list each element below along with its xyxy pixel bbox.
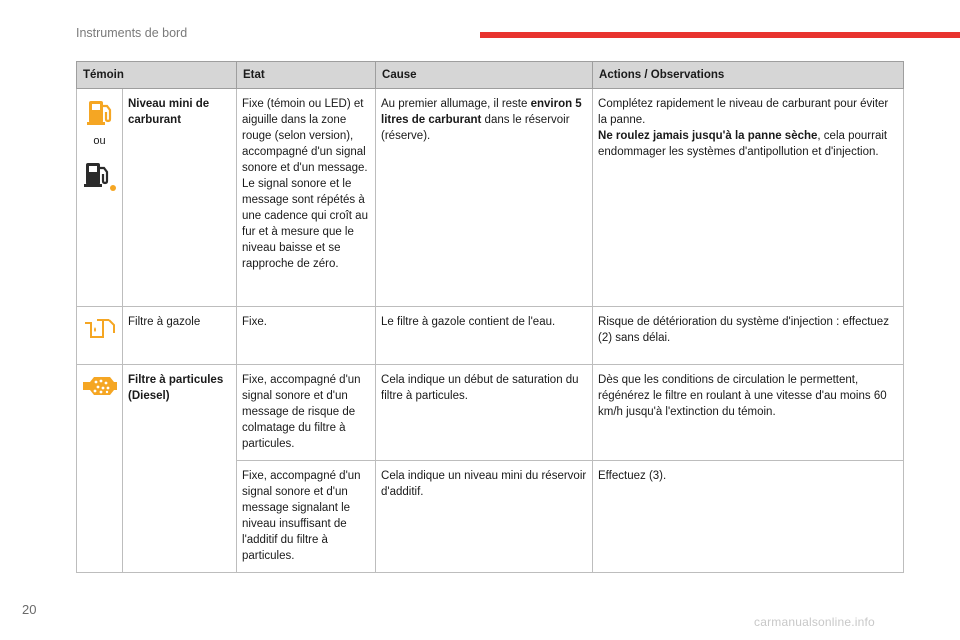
particle-filter-name: Filtre à particules (Diesel)	[128, 374, 224, 402]
fuel-cause-cell	[376, 89, 593, 307]
warning-lights-table	[76, 61, 904, 573]
column-header-cause: Cause	[376, 62, 593, 89]
fuel-action-1: Complétez rapidement le niveau de carburant pour éviter la panne.	[598, 98, 889, 126]
fuel-cause-pre: Au premier allumage, il reste	[381, 98, 531, 110]
particle-filter-state-1: Fixe, accompagné d'un signal sonore et d'un message de risque de colmatage du filtre à particules.	[237, 365, 376, 461]
fuel-icon-cell	[77, 89, 123, 307]
column-header-etat: Etat	[237, 62, 376, 89]
particle-filter-cause-2: Cela indique un niveau mini du réservoir d'additif.	[376, 461, 593, 573]
particle-filter-cause-1: Cela indique un début de saturation du filtre à particules.	[376, 365, 593, 461]
watermark: carmanualsonline.info	[754, 615, 875, 629]
fuel-cause-post: dans le réservoir (réserve).	[381, 114, 570, 142]
diesel-filter-action-cell: Risque de détérioration du système d'injection : effectuez (2) sans délai.	[593, 307, 904, 365]
diesel-filter-water-icon	[79, 315, 120, 341]
fuel-warning-name: Niveau mini de carburant	[128, 98, 210, 126]
diesel-filter-name-cell: Filtre à gazole	[123, 307, 237, 365]
diesel-filter-cause-cell: Le filtre à gazole contient de l'eau.	[376, 307, 593, 365]
fuel-action-2: , cela pourrait endommager les systèmes d'antipollution et d'injection.	[598, 130, 888, 158]
fuel-pump-icon	[79, 97, 120, 127]
particle-filter-state-2: Fixe, accompagné d'un signal sonore et d'un message signalant le niveau insuffisant de l'additif du filtre à particules.	[237, 461, 376, 573]
column-header-temoin: Témoin	[77, 62, 237, 89]
header-accent-bar	[480, 32, 960, 38]
fuel-state-cell: Fixe (témoin ou LED) et aiguille dans la zone rouge (selon version), accompagné d'un signal sonore et d'un message. Le signal sonore et le message sont répétés à une cadence qui croît au fur et à mesure que le niveau baisse et se rapproche de zéro.	[237, 89, 376, 307]
column-header-actions: Actions / Observations	[593, 62, 904, 89]
table-row-particle-filter-1	[77, 365, 904, 461]
fuel-action-cell	[593, 89, 904, 307]
table-row-fuel	[77, 89, 904, 307]
running-header: Instruments de bord	[76, 26, 188, 40]
fuel-pump-low-icon	[79, 159, 120, 193]
fuel-name-cell	[123, 89, 237, 307]
table-row-diesel-filter	[77, 307, 904, 365]
diesel-filter-state-cell: Fixe.	[237, 307, 376, 365]
table-header-row	[77, 62, 904, 89]
particle-filter-icon	[79, 373, 120, 399]
particle-filter-name-cell	[123, 365, 237, 573]
page-number: 20	[22, 602, 37, 617]
or-text: ou	[93, 135, 106, 147]
fuel-cause-bold: environ 5 litres de carburant	[381, 98, 582, 126]
particle-filter-action-2: Effectuez (3).	[593, 461, 904, 573]
particle-filter-action-1: Dès que les conditions de circulation le permettent, régénérez le filtre en roulant à une vitesse d'au moins 60 km/h jusqu'à l'extinction du témoin.	[593, 365, 904, 461]
diesel-filter-icon-cell	[77, 307, 123, 365]
fuel-action-bold: Ne roulez jamais jusqu'à la panne sèche	[598, 130, 818, 142]
particle-filter-icon-cell	[77, 365, 123, 573]
